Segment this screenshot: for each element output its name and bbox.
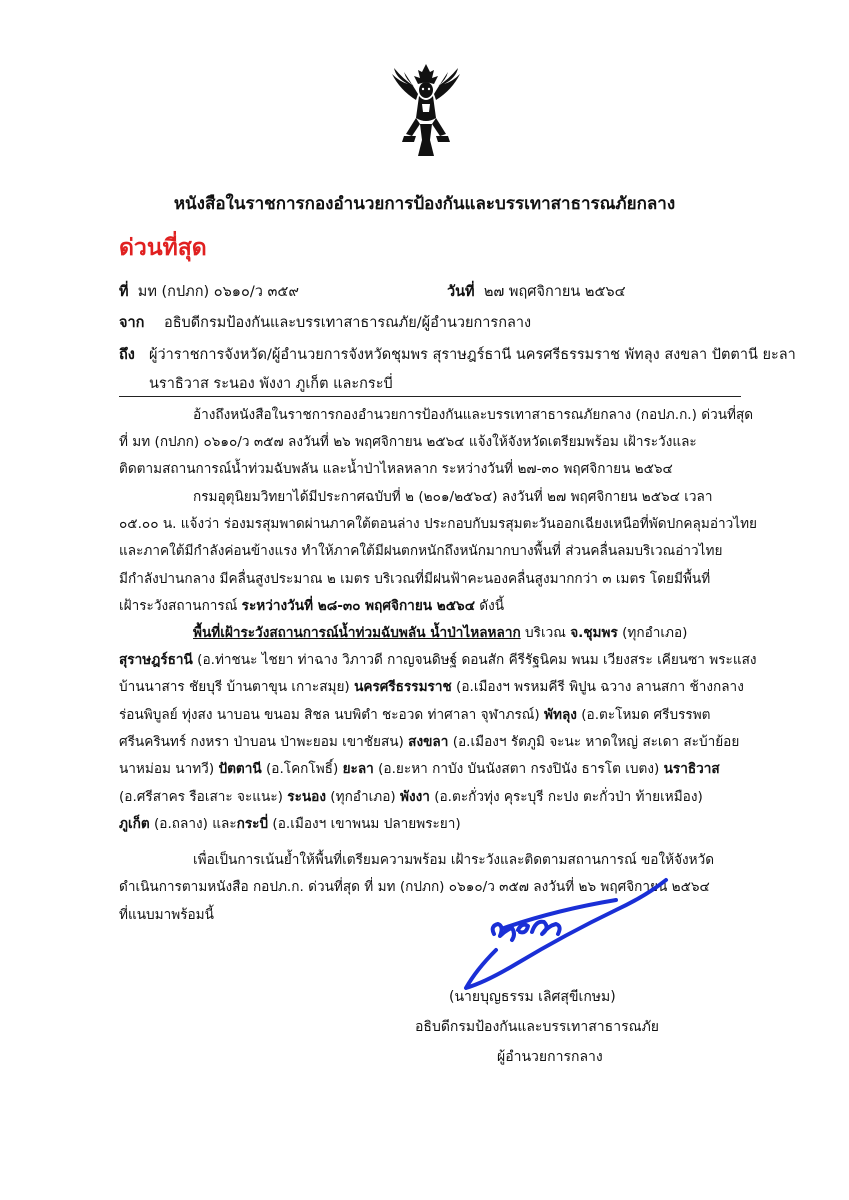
province-phatthalung: พัทลุง — [544, 707, 577, 723]
province-narathiwat: นราธิวาส — [663, 761, 720, 777]
to-line — [119, 343, 135, 366]
province-songkhla: สงขลา — [408, 734, 449, 750]
songkhla-districts-1: (อ.เมืองฯ รัตภูมิ จะนะ หาดใหญ่ สะเดา สะบ้าย้อย — [448, 734, 740, 750]
para3-line2: ดำเนินการตามหนังสือ กอปภ.ก. ด่วนที่สุด ที่ มท (กปภก) ๐๖๑๐/ว ๓๕๗ ลงวันที่ ๒๖ พฤศจิกายน ๒๕๖๔ — [119, 879, 710, 895]
para1-line1: อ้างถึงหนังสือในราชการกองอำนวยการป้องกันและบรรเทาสาธารณภัยกลาง (กอปภ.ก.) ด่วนที่สุด — [193, 407, 754, 423]
para2-line3: และภาคใต้มีกำลังค่อนข้างแรง ทำให้ภาคใต้มีฝนตกหนักถึงหนักมากบางพื้นที่ ส่วนคลื่นลมบริเวณอ่าวไทย — [119, 543, 723, 559]
areas-line1 — [193, 620, 687, 647]
phangnga-districts: (อ.ตะกั่วทุ่ง คุระบุรี กะปง ตะกั่วป่า ท้ายเหมือง) — [429, 789, 703, 805]
para1-line2: ที่ มท (กปภก) ๐๖๑๐/ว ๓๕๗ ลงวันที่ ๒๖ พฤศจิกายน ๒๕๖๔ แจ้งให้จังหวัดเตรียมพร้อม เฝ้าระวังและ — [119, 434, 697, 450]
to-label: ถึง — [119, 347, 135, 363]
from-line — [119, 311, 144, 334]
watch-period-prefix: เฝ้าระวังสถานการณ์ — [119, 598, 242, 614]
province-pattani: ปัตตานี — [218, 761, 262, 777]
ref-label: ที่ — [119, 284, 129, 300]
para2-line1: กรมอุตุนิยมวิทยาได้มีประกาศฉบับที่ ๒ (๒๐๑/๒๕๖๔) ลงวันที่ ๒๗ พฤศจิกายน ๒๕๖๔ เวลา — [193, 489, 713, 505]
urgency-label: ด่วนที่สุด — [119, 235, 207, 261]
areas-line8 — [119, 811, 461, 838]
krabi-districts: (อ.เมืองฯ เขาพนม ปลายพระยา) — [268, 816, 461, 832]
pattani-districts: (อ.โคกโพธิ์) — [261, 761, 343, 777]
province-chumphon: จ.ชุมพร — [570, 625, 618, 641]
areas-line7 — [119, 784, 703, 811]
phatthalung-districts-1: (อ.ตะโหมด ศรีบรรพต — [576, 707, 711, 723]
document-title: หนังสือในราชการกองอำนวยการป้องกันและบรรเทาสาธารณภัยกลาง — [173, 194, 676, 214]
province-ranong: ระนอง — [287, 789, 326, 805]
surat-districts-1: (อ.ท่าชนะ ไชยา ท่าฉาง วิภาวดี กาญจนดิษฐ์ ดอนสัก คีรีรัฐนิคม พนม เวียงสระ เคียนซา พระแสง — [192, 652, 757, 668]
from-label: จาก — [119, 315, 145, 331]
para2-line4: มีกำลังปานกลาง มีคลื่นสูงประมาณ ๒ เมตร บริเวณที่มีฝนฟ้าคะนองคลื่นสูงมากกว่า ๓ เมตร โดยมีพื้นที่ — [119, 571, 711, 587]
signatory-position-1: อธิบดีกรมป้องกันและบรรเทาสาธารณภัย — [415, 1019, 660, 1035]
para2-line5 — [119, 593, 504, 620]
reference-line — [119, 280, 299, 303]
date-label: วันที่ — [447, 284, 475, 300]
to-recipients-line-1: ผู้ว่าราชการจังหวัด/ผู้อำนวยการจังหวัดชุมพร สุราษฎร์ธานี นครศรีธรรมราช พัทลุง สงขลา ปัตตานี ยะลา — [149, 347, 796, 363]
para1-line3: ติดตามสถานการณ์น้ำท่วมฉับพลัน และน้ำป่าไหลหลาก ระหว่างวันที่ ๒๗-๓๐ พฤศจิกายน ๒๕๖๔ — [119, 461, 673, 477]
signatory-position-2: ผู้อำนวยการกลาง — [497, 1049, 603, 1065]
phatthalung-districts-2: ศรีนครินทร์ กงหรา ป่าบอน ป่าพะยอม เขาชัยสน) — [119, 734, 409, 750]
signatory-name: (นายบุญธรรม เลิศสุขีเกษม) — [449, 989, 616, 1005]
areas-line4 — [119, 702, 710, 729]
narathiwat-districts: (อ.ศรีสาคร รือเสาะ จะแนะ) — [119, 789, 288, 805]
province-phangnga: พังงา — [400, 789, 430, 805]
province-nakhon: นครศรีธรรมราช — [354, 679, 452, 695]
yala-districts: (อ.ยะหา กาบัง บันนังสตา กรงปินัง ธารโต เบตง) — [373, 761, 664, 777]
province-krabi: กระบี่ — [236, 816, 269, 832]
areas-line3 — [119, 674, 744, 701]
ref-number: มท (กปภก) ๐๖๑๐/ว ๓๕๙ — [137, 284, 300, 300]
areas-intro: บริเวณ — [520, 625, 571, 641]
para3-line1: เพื่อเป็นการเน้นย้ำให้พื้นที่เตรียมความพร้อม เฝ้าระวังและติดตามสถานการณ์ ขอให้จังหวัด — [193, 852, 715, 868]
chumphon-districts: (ทุกอำเภอ) — [617, 625, 688, 641]
areas-line6 — [119, 756, 720, 783]
areas-heading: พื้นที่เฝ้าระวังสถานการณ์น้ำท่วมฉับพลัน น้ำป่าไหลหลาก — [193, 625, 521, 641]
nakhon-districts-2: ร่อนพิบูลย์ ทุ่งสง นาบอน ขนอม สิชล นบพิตำ ชะอวด ท่าศาลา จุฬาภรณ์) — [119, 707, 545, 723]
date-line — [447, 280, 626, 303]
garuda-emblem-icon — [386, 60, 466, 160]
phuket-districts: (อ.ถลาง) และ — [149, 816, 237, 832]
to-recipients-line-2: นราธิวาส ระนอง พังงา ภูเก็ต และกระบี่ — [149, 376, 393, 392]
areas-line5 — [119, 729, 739, 756]
watch-period-suffix: ดังนี้ — [474, 598, 505, 614]
province-yala: ยะลา — [342, 761, 374, 777]
watch-period: ระหว่างวันที่ ๒๘-๓๐ พฤศจิกายน ๒๕๖๔ — [241, 598, 475, 614]
ranong-districts: (ทุกอำเภอ) — [325, 789, 400, 805]
province-surat-thani: สุราษฎร์ธานี — [119, 652, 193, 668]
nakhon-districts-1: (อ.เมืองฯ พรหมคีรี พิปูน ฉวาง ลานสกา ช้างกลาง — [451, 679, 744, 695]
handwritten-signature — [446, 870, 676, 1000]
para3-line3: ที่แนบมาพร้อมนี้ — [119, 907, 214, 923]
date-value: ๒๗ พฤศจิกายน ๒๕๖๔ — [483, 284, 626, 300]
from-value: อธิบดีกรมป้องกันและบรรเทาสาธารณภัย/ผู้อำนวยการกลาง — [164, 315, 532, 331]
areas-line2 — [119, 647, 757, 674]
songkhla-districts-2: นาหม่อม นาทวี) — [119, 761, 219, 777]
para2-line2: ๐๕.๐๐ น. แจ้งว่า ร่องมรสุมพาดผ่านภาคใต้ตอนล่าง ประกอบกับมรสุมตะวันออกเฉียงเหนือที่พัดปกคลุมอ่าวไทย — [119, 516, 758, 532]
header-divider — [119, 396, 741, 397]
surat-districts-2: บ้านนาสาร ชัยบุรี บ้านตาขุน เกาะสมุย) — [119, 679, 355, 695]
province-phuket: ภูเก็ต — [119, 816, 150, 832]
